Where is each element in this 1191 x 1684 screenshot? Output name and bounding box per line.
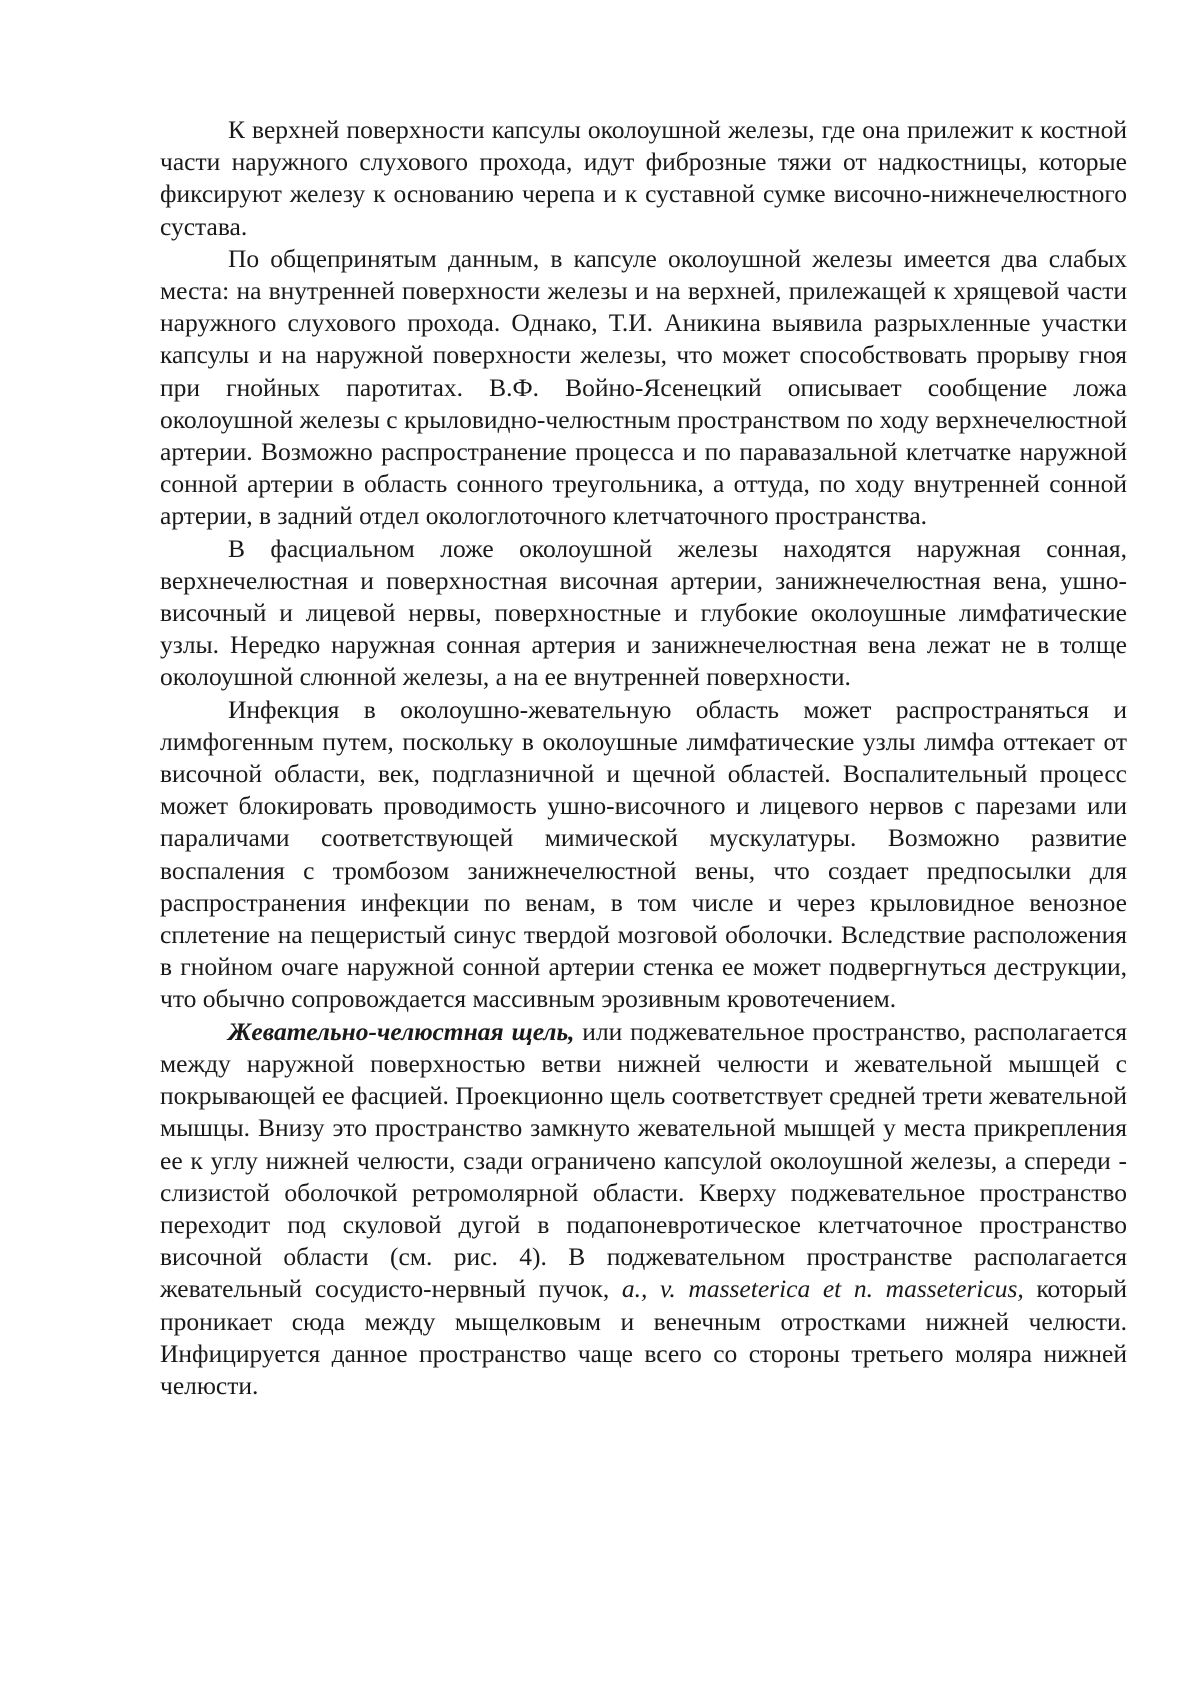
paragraph-fascial-bed-contents: В фасциальном ложе околоушной железы находятся наружная сонная, верхнечелюстная и поверхностная височная артерии, занижнечелюстная вена, ушно-височный и лицевой нервы, поверхностные и глубокие околоушные лимфатические узлы. Нередко наружная сонная артерия и занижнечелюстная вена лежат не в толще околоушной слюнной железы, а на ее внутренней поверхности. [160,533,1127,692]
paragraph-masseteric-space [160,1016,1127,1402]
paragraph-capsule-weak-spots: По общепринятым данным, в капсуле околоушной железы имеется два слабых места: на внутренней поверхности железы и на верхней, прилежащей к хрящевой части наружного слухового прохода. Однако, Т.И. Аникина выявила разрыхленные участки капсулы и на наружной поверхности железы, что может способствовать прорыву гноя при гнойных паротитах. В.Ф. Войно-Ясенецкий описывает сообщение ложа околоушной железы с крыловидно-челюстным пространством по ходу верхнечелюстной артерии. Возможно распространение процесса и по паравазальной клетчатке наружной сонной артерии в область сонного треугольника, а оттуда, по ходу внутренней сонной артерии, в задний отдел окологлоточного клетчаточного пространства. [160,243,1127,531]
document-page [160,114,1127,1402]
latin-term-masseteric-bundle: a., v. masseterica et n. massetericus, [621,1274,1024,1304]
paragraph-text-part-b: который проникает сюда между мыщелковым и венечным отростками нижней челюсти. Инфицируется данное пространство чаще всего со стороны третьего моляра нижней челюсти. [160,1274,1127,1400]
paragraph-text-part-a: или поджевательное пространство, располагается между наружной поверхностью ветви нижней челюсти и жевательной мышцей с покрывающей ее фасцией. Проекционно щель соответствует средней трети жевательной мышцы. Внизу это пространство замкнуто жевательной мышцей у места прикрепления ее к углу нижней челюсти, сзади ограничено капсулой околоушной железы, а спереди - слизистой оболочкой ретромолярной области. Кверху поджевательное пространство переходит под скуловой дугой в подапоневротическое клетчаточное пространство височной области (см. рис. 4). В поджевательном пространстве располагается жевательный сосудисто-нервный пучок, [160,1016,1127,1304]
term-masseteric-space: Жевательно-челюстная щель, [228,1016,575,1046]
paragraph-capsule-upper-surface: К верхней поверхности капсулы околоушной железы, где она прилежит к костной части наружного слухового прохода, идут фиброзные тяжи от надкостницы, которые фиксируют железу к основанию черепа и к суставной сумке височно-нижнечелюстного сустава. [160,115,1127,241]
paragraph-infection-spread: Инфекция в околоушно-жевательную область может распространяться и лимфогенным путем, поскольку в околоушные лимфатические узлы лимфа оттекает от височной области, век, подглазничной и щечной областей. Воспалительный процесс может блокировать проводимость ушно-височного и лицевого нервов с парезами или параличами соответствующей мимической мускулатуры. Возможно развитие воспаления с тромбозом занижнечелюстной вены, что создает предпосылки для распространения инфекции по венам, в том числе и через крыловидное венозное сплетение на пещеристый синус твердой мозговой оболочки. Вследствие расположения в гнойном очаге наружной сонной артерии стенка ее может подвергнуться деструкции, что обычно сопровождается массивным эрозивным кровотечением. [160,694,1127,1014]
